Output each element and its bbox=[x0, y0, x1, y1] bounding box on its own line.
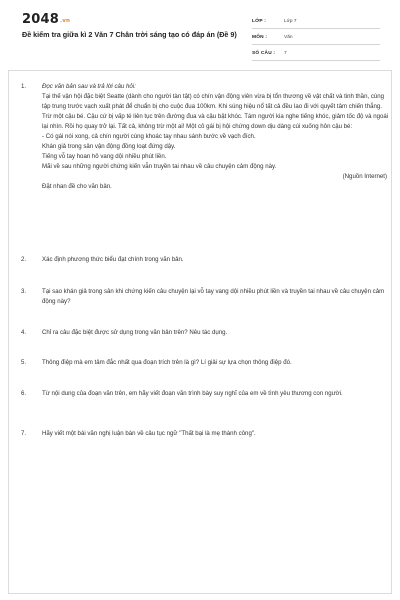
meta-label: MÔN : bbox=[252, 35, 268, 40]
passage-paragraph: Mãi về sau những người chứng kiến vẫn truyền tai nhau về câu chuyện cảm động này. bbox=[42, 163, 277, 170]
question-number: 3. bbox=[21, 288, 27, 295]
question-text: Chỉ ra câu đặc biệt được sử dụng trong văn bản trên? Nêu tác dụng. bbox=[42, 329, 228, 336]
site-logo[interactable] bbox=[22, 12, 70, 27]
question-text: Hãy viết một bài văn nghị luận bàn về câu tục ngữ "Thất bại là mẹ thành công". bbox=[42, 430, 256, 437]
question-text: Thông điệp mà em tâm đắc nhất qua đoạn trích trên là gì? Lí giải sự lựa chọn thông điệp đó. bbox=[42, 359, 292, 366]
question-number: 4. bbox=[21, 329, 27, 336]
logo-text: 2048 bbox=[22, 12, 59, 27]
meta-row-count bbox=[252, 47, 380, 61]
reading-passage bbox=[42, 92, 389, 172]
question-content bbox=[42, 82, 389, 192]
meta-value: Văn bbox=[284, 35, 293, 40]
question-number: 7. bbox=[21, 430, 27, 437]
question-4 bbox=[21, 328, 389, 338]
logo-suffix: .vn bbox=[59, 18, 71, 24]
meta-label: LỚP : bbox=[252, 19, 267, 24]
question-text: Từ nội dung của đoạn văn trên, em hãy viết đoạn văn trình bày suy nghĩ của em về tình yêu thương con người. bbox=[42, 390, 343, 397]
question-number: 5. bbox=[21, 359, 27, 366]
question-6 bbox=[21, 389, 389, 399]
question-3 bbox=[21, 287, 389, 307]
meta-row-class bbox=[252, 15, 380, 29]
meta-value: Lớp 7 bbox=[284, 19, 297, 24]
question-number: 1. bbox=[21, 83, 27, 90]
meta-row-subject bbox=[252, 31, 380, 45]
question-intro: Đọc văn bản sau và trả lời câu hỏi: bbox=[42, 83, 136, 90]
passage-paragraph: Tiếng vỗ tay hoan hô vang dội nhiều phút liền. bbox=[42, 153, 167, 160]
exam-meta bbox=[252, 15, 380, 63]
question-7 bbox=[21, 429, 389, 439]
passage-paragraph: Tại thế vận hội đặc biệt Seatte (dành cho người tàn tật) có chín vận động viên vừa bị tổn thương về vật chất và tinh thần, cùng tập trung trước vạch xuất phát để chuẩn bị cho cuộc đua 100km. Khi súng hiệu nổ tất cả đều lao đi với quyết tâm chiến thắng. Trừ một cậu bé. Cậu cứ bị vấp té liên tục trên đường đua và cậu bật khóc. Tám người kia nghe tiếng khóc, giảm tốc độ và ngoái lại nhìn. Rồi họ quay trở lại. Tất cả, không trừ một ai! Một cô gái bị hội chứng down dịu dàng cúi xuống hôn cậu bé: bbox=[42, 93, 389, 130]
passage-paragraph: - Có gái nói xong, cả chín người cùng khoác tay nhau sánh bước về vạch đích. bbox=[42, 133, 256, 140]
question-number: 2. bbox=[21, 256, 27, 263]
question-text: Xác định phương thức biểu đạt chính trong văn bản. bbox=[42, 256, 184, 263]
question-1 bbox=[21, 82, 389, 192]
exam-body bbox=[8, 70, 392, 594]
question-text: Tại sao khán giả trong sân khi chứng kiến câu chuyện lại vỗ tay vang dội nhiều phút liền và truyền tai nhau về câu chuyện cảm động này? bbox=[42, 288, 385, 305]
question-number: 6. bbox=[21, 390, 27, 397]
meta-value: 7 bbox=[284, 51, 287, 56]
question-prompt: Đặt nhan đề cho văn bản. bbox=[42, 183, 112, 190]
question-5 bbox=[21, 358, 389, 368]
document-title: Đề kiểm tra giữa kì 2 Văn 7 Chân trời sáng tạo có đáp án (Đề 9) bbox=[22, 30, 237, 39]
passage-paragraph: Khán giả trong sân vận động đồng loạt đứng dậy. bbox=[42, 143, 176, 150]
page-header bbox=[0, 0, 400, 62]
meta-label: SỐ CÂU : bbox=[252, 51, 276, 56]
question-2 bbox=[21, 255, 389, 265]
passage-source: (Nguồn Internet) bbox=[342, 173, 387, 180]
